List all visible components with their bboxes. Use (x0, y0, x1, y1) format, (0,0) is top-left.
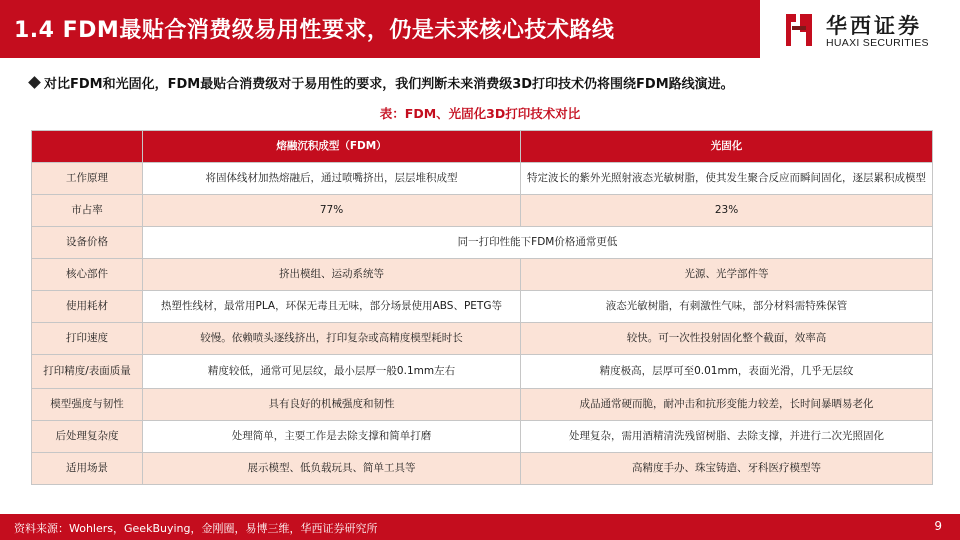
sla-cell: 23% (521, 195, 933, 227)
logo-name-en: HUAXI SECURITIES (826, 37, 929, 49)
diamond-bullet-icon (28, 76, 41, 89)
title-bar (0, 0, 760, 58)
huaxi-logo-icon (780, 8, 818, 52)
row-label: 后处理复杂度 (32, 421, 143, 453)
table-row (32, 195, 933, 227)
page-title: 1.4 FDM最贴合消费级易用性要求，仍是未来核心技术路线 (14, 18, 615, 43)
sla-cell: 较快。可一次性投射固化整个截面，效率高 (521, 323, 933, 355)
source-note: 资料来源：Wohlers，GeekBuying，金刚圈，易博三维，华西证券研究所 (14, 522, 378, 535)
header-fdm: 熔融沉积成型（FDM） (143, 131, 521, 163)
logo-name-cn: 华西证券 (826, 14, 922, 38)
fdm-cell: 将固体线材加热熔融后，通过喷嘴挤出，层层堆积成型 (143, 163, 521, 195)
row-label: 工作原理 (32, 163, 143, 195)
table-row (32, 291, 933, 323)
sla-cell: 成品通常硬而脆，耐冲击和抗形变能力较差，长时间暴晒易老化 (521, 389, 933, 421)
fdm-cell: 精度较低，通常可见层纹，最小层厚一般0.1mm左右 (143, 355, 521, 389)
row-label: 市占率 (32, 195, 143, 227)
comparison-table (31, 130, 933, 485)
sla-cell: 处理复杂，需用酒精清洗残留树脂、去除支撑，并进行二次光照固化 (521, 421, 933, 453)
row-label: 打印速度 (32, 323, 143, 355)
table-row (32, 389, 933, 421)
table-row (32, 163, 933, 195)
table-row (32, 323, 933, 355)
footer-bar (0, 514, 960, 540)
fdm-cell: 挤出模组、运动系统等 (143, 259, 521, 291)
table-row (32, 259, 933, 291)
table-header-row (32, 131, 933, 163)
row-label: 打印精度/表面质量 (32, 355, 143, 389)
sla-cell: 精度极高，层厚可至0.01mm，表面光滑，几乎无层纹 (521, 355, 933, 389)
row-label: 核心部件 (32, 259, 143, 291)
row-label: 使用耗材 (32, 291, 143, 323)
company-logo (780, 8, 955, 52)
key-point (30, 73, 734, 92)
header-sla: 光固化 (521, 131, 933, 163)
fdm-cell: 较慢。依赖喷头逐线挤出，打印复杂或高精度模型耗时长 (143, 323, 521, 355)
table-row (32, 453, 933, 485)
row-label: 模型强度与韧性 (32, 389, 143, 421)
fdm-cell: 处理简单，主要工作是去除支撑和简单打磨 (143, 421, 521, 453)
fdm-cell: 展示模型、低负载玩具、简单工具等 (143, 453, 521, 485)
merged-cell: 同一打印性能下FDM价格通常更低 (143, 227, 933, 259)
key-point-text: 对比FDM和光固化，FDM最贴合消费级对于易用性的要求，我们判断未来消费级3D打印技术仍将围绕FDM路线演进。 (44, 77, 734, 92)
fdm-cell: 77% (143, 195, 521, 227)
sla-cell: 特定波长的紫外光照射液态光敏树脂，使其发生聚合反应而瞬间固化，逐层累积成模型 (521, 163, 933, 195)
row-label: 适用场景 (32, 453, 143, 485)
fdm-cell: 热塑性线材，最常用PLA，环保无毒且无味，部分场景使用ABS、PETG等 (143, 291, 521, 323)
sla-cell: 光源、光学部件等 (521, 259, 933, 291)
row-label: 设备价格 (32, 227, 143, 259)
sla-cell: 液态光敏树脂，有刺激性气味，部分材料需特殊保管 (521, 291, 933, 323)
page-number: 9 (934, 519, 942, 533)
table-row (32, 421, 933, 453)
table-caption: 表：FDM、光固化3D打印技术对比 (379, 106, 581, 121)
fdm-cell: 具有良好的机械强度和韧性 (143, 389, 521, 421)
table-row (32, 227, 933, 259)
table-row (32, 355, 933, 389)
sla-cell: 高精度手办、珠宝铸造、牙科医疗模型等 (521, 453, 933, 485)
header-empty-cell (32, 131, 143, 163)
